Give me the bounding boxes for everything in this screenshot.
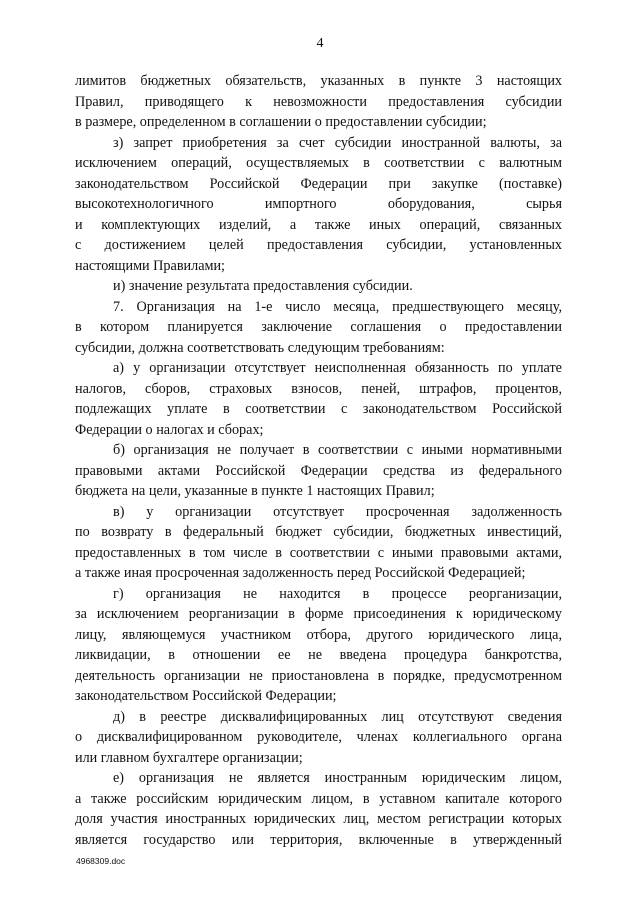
- text-line: ликвидации, в отношении ее не введена процедура банкротства,: [75, 647, 562, 663]
- text-line: правовыми актами Российской Федерации средства из федерального: [75, 462, 562, 479]
- text-line: настоящими Правилами;: [75, 257, 226, 274]
- text-line: бюджета на цели, указанные в пункте 1 настоящих Правил;: [75, 483, 435, 499]
- text-line: высокотехнологичного импортного оборудования, сырья: [75, 196, 562, 212]
- text-line: е) организация не является иностранным юридическим лицом,: [113, 770, 562, 786]
- text-line: Правил, приводящего к невозможности предоставления субсидии: [75, 93, 562, 110]
- text-line: по возврату в федеральный бюджет субсидии, бюджетных инвестиций,: [75, 524, 562, 540]
- text-line: исключением операций, осуществляемых в соответствии с валютным: [75, 155, 562, 171]
- document-body: [75, 71, 562, 850]
- text-line: лицу, являющемуся участником отбора, другого юридического лица,: [75, 626, 562, 643]
- text-line: и) значение результата предоставления субсидии.: [113, 278, 413, 294]
- text-line: б) организация не получает в соответствии с иными нормативными: [113, 442, 562, 458]
- text-line: налогов, сборов, страховых взносов, пеней, штрафов, процентов,: [75, 380, 562, 397]
- text-line: доля участия иностранных юридических лиц, местом регистрации которых: [75, 811, 562, 827]
- text-line: с достижением целей предоставления субсидии, установленных: [75, 237, 562, 253]
- text-line: д) в реестре дисквалифицированных лиц отсутствуют сведения: [113, 708, 562, 725]
- text-line: в котором планируется заключение соглашения о предоставлении: [75, 319, 562, 335]
- text-line: 7. Организация на 1-е число месяца, предшествующего месяцу,: [113, 298, 562, 315]
- text-line: г) организация не находится в процессе реорганизации,: [113, 585, 562, 602]
- text-line: а) у организации отсутствует неисполненная обязанность по уплате: [113, 360, 562, 376]
- text-line: законодательством Российской Федерации при закупке (поставке): [75, 175, 562, 192]
- text-line: а также российским юридическим лицом, в уставном капитале которого: [75, 790, 562, 807]
- text-line: подлежащих уплате в соответствии с законодательством Российской: [75, 401, 562, 417]
- text-line: лимитов бюджетных обязательств, указанных в пункте 3 настоящих: [75, 73, 562, 89]
- page-number: 4: [316, 36, 324, 51]
- text-line: и комплектующих изделий, а также иных операций, связанных: [75, 216, 562, 233]
- text-line: предоставленных в том числе в соответствии с иными правовыми актами,: [75, 544, 562, 561]
- footer-filename: 4968309.doc: [76, 856, 126, 866]
- text-line: а также иная просроченная задолженность перед Российской Федерацией;: [75, 565, 526, 581]
- text-line: з) запрет приобретения за счет субсидии иностранной валюты, за: [113, 134, 562, 151]
- text-line: является государство или территория, включенные в утвержденный: [75, 831, 562, 848]
- text-line: или главном бухгалтере организации;: [75, 749, 303, 766]
- text-line: деятельность организации не приостановлена в порядке, предусмотренном: [75, 667, 562, 684]
- text-line: в) у организации отсутствует просроченная задолженность: [113, 503, 562, 520]
- text-line: о дисквалифицированном руководителе, членах коллегиального органа: [75, 729, 562, 745]
- text-line: законодательством Российской Федерации;: [75, 688, 337, 704]
- text-line: за исключением реорганизации в форме присоединения к юридическому: [75, 606, 562, 622]
- text-line: Федерации о налогах и сборах;: [75, 421, 264, 438]
- text-line: в размере, определенном в соглашении о предоставлении субсидии;: [75, 114, 487, 130]
- text-line: субсидии, должна соответствовать следующим требованиям:: [75, 339, 445, 356]
